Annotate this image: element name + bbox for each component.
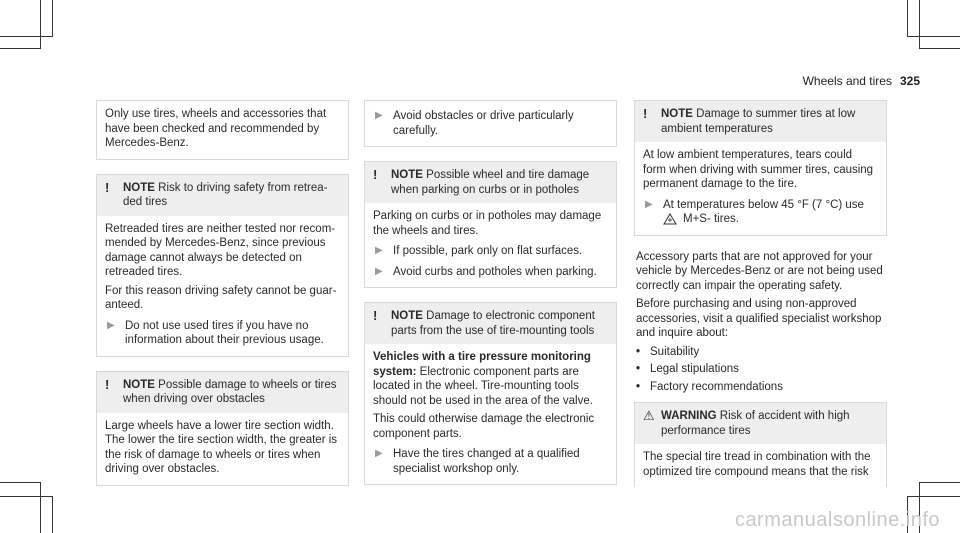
intro-box bbox=[96, 100, 349, 160]
instruction-step bbox=[105, 319, 340, 348]
exclamation-icon: ! bbox=[643, 106, 648, 121]
step-text: Avoid obstacles or drive particularly carefully. bbox=[393, 110, 574, 137]
crop-mark bbox=[919, 0, 920, 48]
list-item: • Legal stipulations bbox=[636, 363, 739, 375]
crop-mark bbox=[52, 0, 53, 36]
column-3 bbox=[634, 100, 887, 501]
crop-mark bbox=[52, 496, 53, 533]
running-header bbox=[803, 74, 920, 89]
note-body: Parking on curbs or in potholes may damage the wheels and tires. bbox=[373, 210, 602, 237]
note-body-text: Electronic component parts are located in the wheel. Tire-mounting tools should not be used in the area of the valve. bbox=[373, 365, 593, 407]
paragraph: Before purchasing and using non-approved accessories, visit a qualified specialist workshop and inquire about: bbox=[636, 298, 882, 339]
instruction-step bbox=[373, 265, 608, 280]
arrow-right-icon: ▶ bbox=[645, 198, 653, 210]
column-2 bbox=[364, 100, 617, 499]
arrow-right-icon: ▶ bbox=[375, 448, 383, 459]
note-body: Retreaded tires are neither tested nor recommended by Mercedes-Benz, since previous damage cannot always be detected on retreaded tires. bbox=[105, 222, 336, 278]
note-label: NOTE bbox=[391, 169, 423, 181]
instruction-step bbox=[373, 244, 608, 259]
note-retreaded-tires bbox=[96, 174, 349, 357]
step-text: Avoid curbs and potholes when parking. bbox=[393, 265, 597, 278]
list-item: • Suitability bbox=[636, 345, 700, 358]
note-summer-tires bbox=[634, 100, 887, 236]
warning-label: WARNING bbox=[661, 410, 717, 422]
step-text: If possible, park only on flat surfaces. bbox=[393, 245, 583, 257]
crop-mark bbox=[907, 36, 960, 37]
note-continuation-box bbox=[364, 100, 617, 147]
column-1 bbox=[96, 100, 349, 500]
note-curbs-potholes bbox=[364, 161, 617, 288]
list-item: • Factory recommendations bbox=[636, 380, 783, 393]
page-number: 325 bbox=[899, 74, 920, 88]
exclamation-icon: ! bbox=[373, 167, 378, 182]
note-title: Possible damage to wheels or tires when driving over obstacles bbox=[123, 378, 337, 405]
crop-mark bbox=[0, 48, 41, 49]
note-body: At low ambient temperatures, tears could form when driving with summer tires, causing permanent damage to the tire. bbox=[643, 149, 874, 190]
warning-title: Risk of accident with high performance tires bbox=[661, 410, 850, 437]
step-text: At temperatures below 45 °F (7 °C) use bbox=[663, 198, 864, 211]
exclamation-icon: ! bbox=[373, 308, 378, 323]
note-body: Large wheels have a lower tire section width. The lower the tire section width, the greater is the risk of damage to wheels or tires when driving over obstacles. bbox=[105, 419, 338, 475]
list-item-text: Factory recommendations bbox=[650, 380, 783, 393]
note-label: NOTE bbox=[123, 378, 155, 391]
step-text: Do not use used tires if you have no information about their previous usage. bbox=[125, 319, 324, 346]
step-text: Have the tires changed at a qualified specialist workshop only. bbox=[393, 448, 580, 475]
crop-mark bbox=[919, 482, 960, 483]
warning-triangle-icon: ⚠ bbox=[643, 408, 655, 423]
warning-body: The special tire tread in combination with the optimized tire compound means that the risk bbox=[643, 451, 871, 478]
list-item-text: Suitability bbox=[650, 345, 700, 358]
note-title: Risk to driving safety from retreaded tires bbox=[123, 181, 328, 208]
crop-mark bbox=[907, 496, 960, 497]
warning-performance-tires bbox=[634, 402, 887, 487]
note-label: NOTE bbox=[123, 181, 155, 194]
note-body bbox=[373, 350, 608, 408]
crop-mark bbox=[0, 36, 53, 37]
step-text: M+S- tires. bbox=[683, 213, 739, 225]
watermark-text: carmanualsonline.info bbox=[734, 508, 940, 531]
section-title: Wheels and tires bbox=[802, 74, 892, 88]
snowflake-mountain-icon bbox=[663, 213, 677, 225]
note-label: NOTE bbox=[661, 108, 693, 120]
exclamation-icon: ! bbox=[105, 376, 110, 392]
exclamation-icon: ! bbox=[105, 179, 110, 195]
crop-mark bbox=[907, 0, 908, 36]
instruction-step bbox=[373, 447, 608, 476]
crop-mark bbox=[0, 496, 53, 497]
crop-mark bbox=[40, 0, 41, 48]
crop-mark bbox=[0, 482, 41, 483]
bullet-list bbox=[636, 345, 885, 395]
crop-mark bbox=[919, 48, 960, 49]
note-tire-mounting-tools bbox=[364, 302, 617, 485]
note-wheel-obstacles bbox=[96, 371, 349, 486]
note-label: NOTE bbox=[391, 310, 423, 322]
note-title: Damage to summer tires at low ambient temperatures bbox=[661, 108, 856, 135]
bold-lead: Vehicles with a tire pressure monitoring system: bbox=[373, 351, 591, 378]
list-item-text: Legal stipulations bbox=[650, 363, 739, 375]
instruction-step bbox=[643, 198, 878, 227]
note-title: Possible wheel and tire damage when parking on curbs or in potholes bbox=[391, 169, 590, 196]
arrow-right-icon: ▶ bbox=[375, 245, 383, 256]
note-body: This could otherwise damage the electronic component parts. bbox=[373, 413, 595, 440]
paragraph: Accessory parts that are not approved for your vehicle by Mercedes-Benz or are not being used correctly can impair the operating safety. bbox=[636, 250, 883, 292]
instruction-step bbox=[373, 109, 608, 138]
crop-mark bbox=[40, 482, 41, 533]
arrow-right-icon: ▶ bbox=[375, 265, 383, 277]
arrow-right-icon: ▶ bbox=[107, 319, 115, 331]
note-body: For this reason driving safety cannot be guaranteed. bbox=[105, 284, 337, 311]
arrow-right-icon: ▶ bbox=[375, 110, 383, 121]
intro-text: Only use tires, wheels and accessories that have been checked and recommended by Mercedes-Benz. bbox=[105, 108, 327, 149]
accessory-section bbox=[634, 250, 887, 395]
note-title: Damage to electronic component parts from the use of tire-mounting tools bbox=[391, 310, 595, 337]
